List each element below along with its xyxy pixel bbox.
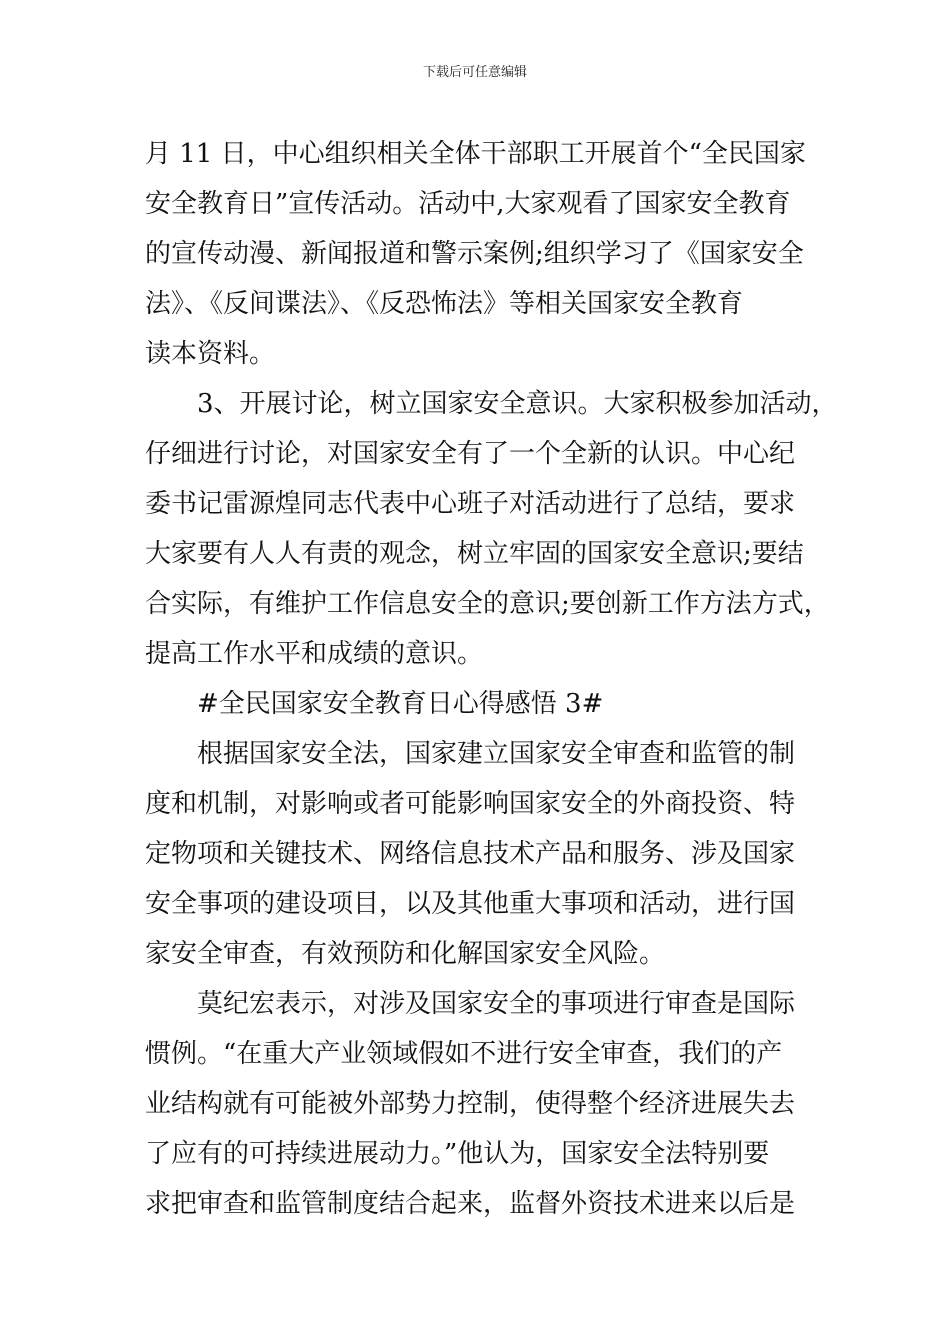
document-body [145, 129, 838, 1229]
paragraph-first-line: 莫纪宏表示，对涉及国家安全的事项进行审查是国际 [197, 989, 796, 1019]
text-line: 的宣传动漫、新闻报道和警示案例;组织学习了《国家安全 [145, 239, 804, 269]
text-line: 读本资料。 [145, 339, 276, 369]
text-line: 安全教育日”宣传活动。活动中,大家观看了国家安全教育 [145, 189, 791, 219]
text-line: 委书记雷源煌同志代表中心班子对活动进行了总结，要求 [145, 489, 796, 519]
paragraph-first-line: 3、开展讨论，树立国家安全意识。大家积极参加活动， [197, 389, 838, 419]
text-line: 仔细进行讨论，对国家安全有了一个全新的认识。中心纪 [145, 439, 796, 469]
text-line: 业结构就有可能被外部势力控制，使得整个经济进展失去 [145, 1089, 796, 1119]
text-line: 月 11 日，中心组织相关全体干部职工开展首个“全民国家 [145, 139, 806, 169]
text-line: 法》、《反间谍法》、《反恐怖法》等相关国家安全教育 [145, 289, 744, 319]
text-line: 合实际，有维护工作信息安全的意识;要创新工作方法方式， [145, 589, 830, 619]
paragraph-first-line: 根据国家安全法，国家建立国家安全审查和监管的制 [197, 739, 796, 769]
text-line: 度和机制，对影响或者可能影响国家安全的外商投资、特 [145, 789, 796, 819]
text-line: 提高工作水平和成绩的意识。 [145, 639, 484, 669]
section-heading: #全民国家安全教育日心得感悟 3# [197, 689, 604, 719]
text-line: 安全事项的建设项目，以及其他重大事项和活动，进行国 [145, 889, 796, 919]
text-line: 惯例。“在重大产业领域假如不进行安全审查，我们的产 [145, 1039, 783, 1069]
text-line: 定物项和关键技术、网络信息技术产品和服务、涉及国家 [145, 839, 796, 869]
text-line: 家安全审查，有效预防和化解国家安全风险。 [145, 939, 666, 969]
page-header-note: 下载后可任意编辑 [422, 65, 527, 80]
text-line: 求把审查和监管制度结合起来，监督外资技术进来以后是 [145, 1189, 796, 1219]
text-line: 了应有的可持续进展动力。”他认为，国家安全法特别要 [145, 1139, 770, 1169]
text-line: 大家要有人人有责的观念，树立牢固的国家安全意识;要结 [145, 539, 804, 569]
